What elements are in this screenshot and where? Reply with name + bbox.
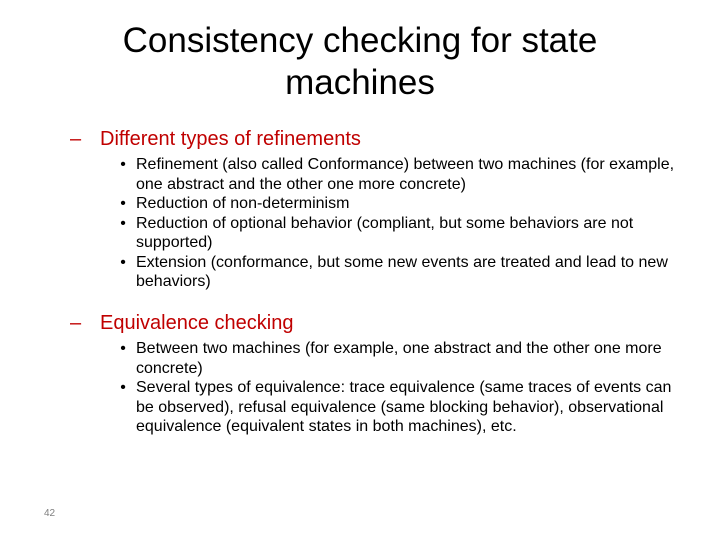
bullet-item [70, 214, 690, 253]
bullet-text: Several types of equivalence: trace equivalence (same traces of events can be observed), refusal equivalence (same blocking behavior), observational equivalence (equivalent states in both machines), etc. [136, 379, 672, 435]
section-heading-text: Different types of refinements [100, 128, 361, 150]
section-heading [70, 127, 690, 151]
bullet-dot: • [120, 195, 126, 212]
bullet-item [70, 155, 690, 194]
bullet-item [70, 339, 690, 378]
bullet-text: Extension (conformance, but some new events are treated and lead to new behaviors) [136, 253, 668, 290]
bullet-list [70, 155, 690, 292]
bullet-dot: • [120, 214, 126, 232]
bullet-item [70, 253, 690, 292]
dash-marker: – [70, 128, 82, 150]
section-equivalence [70, 311, 690, 437]
bullet-list [70, 339, 690, 437]
page-number: 42 [44, 508, 56, 519]
bullet-dot: • [120, 156, 126, 173]
title-line-2: machines [285, 63, 435, 102]
bullet-dot: • [120, 340, 126, 357]
bullet-item [70, 378, 690, 437]
bullet-item [70, 194, 690, 214]
section-heading-text: Equivalence checking [100, 312, 294, 334]
section-heading [70, 311, 690, 335]
bullet-dot: • [120, 253, 126, 271]
title-line-1: Consistency checking for state [122, 21, 598, 60]
bullet-text: Reduction of non-determinism [136, 195, 350, 212]
dash-marker: – [70, 312, 82, 334]
section-refinements [70, 127, 690, 292]
bullet-dot: • [120, 379, 126, 396]
bullet-text: Between two machines (for example, one abstract and the other one more concrete) [136, 340, 662, 377]
bullet-text: Reduction of optional behavior (compliant, but some behaviors are not supported) [136, 214, 634, 251]
slide-title [60, 20, 660, 104]
bullet-text: Refinement (also called Conformance) between two machines (for example, one abstract and the other one more concrete) [136, 156, 675, 193]
